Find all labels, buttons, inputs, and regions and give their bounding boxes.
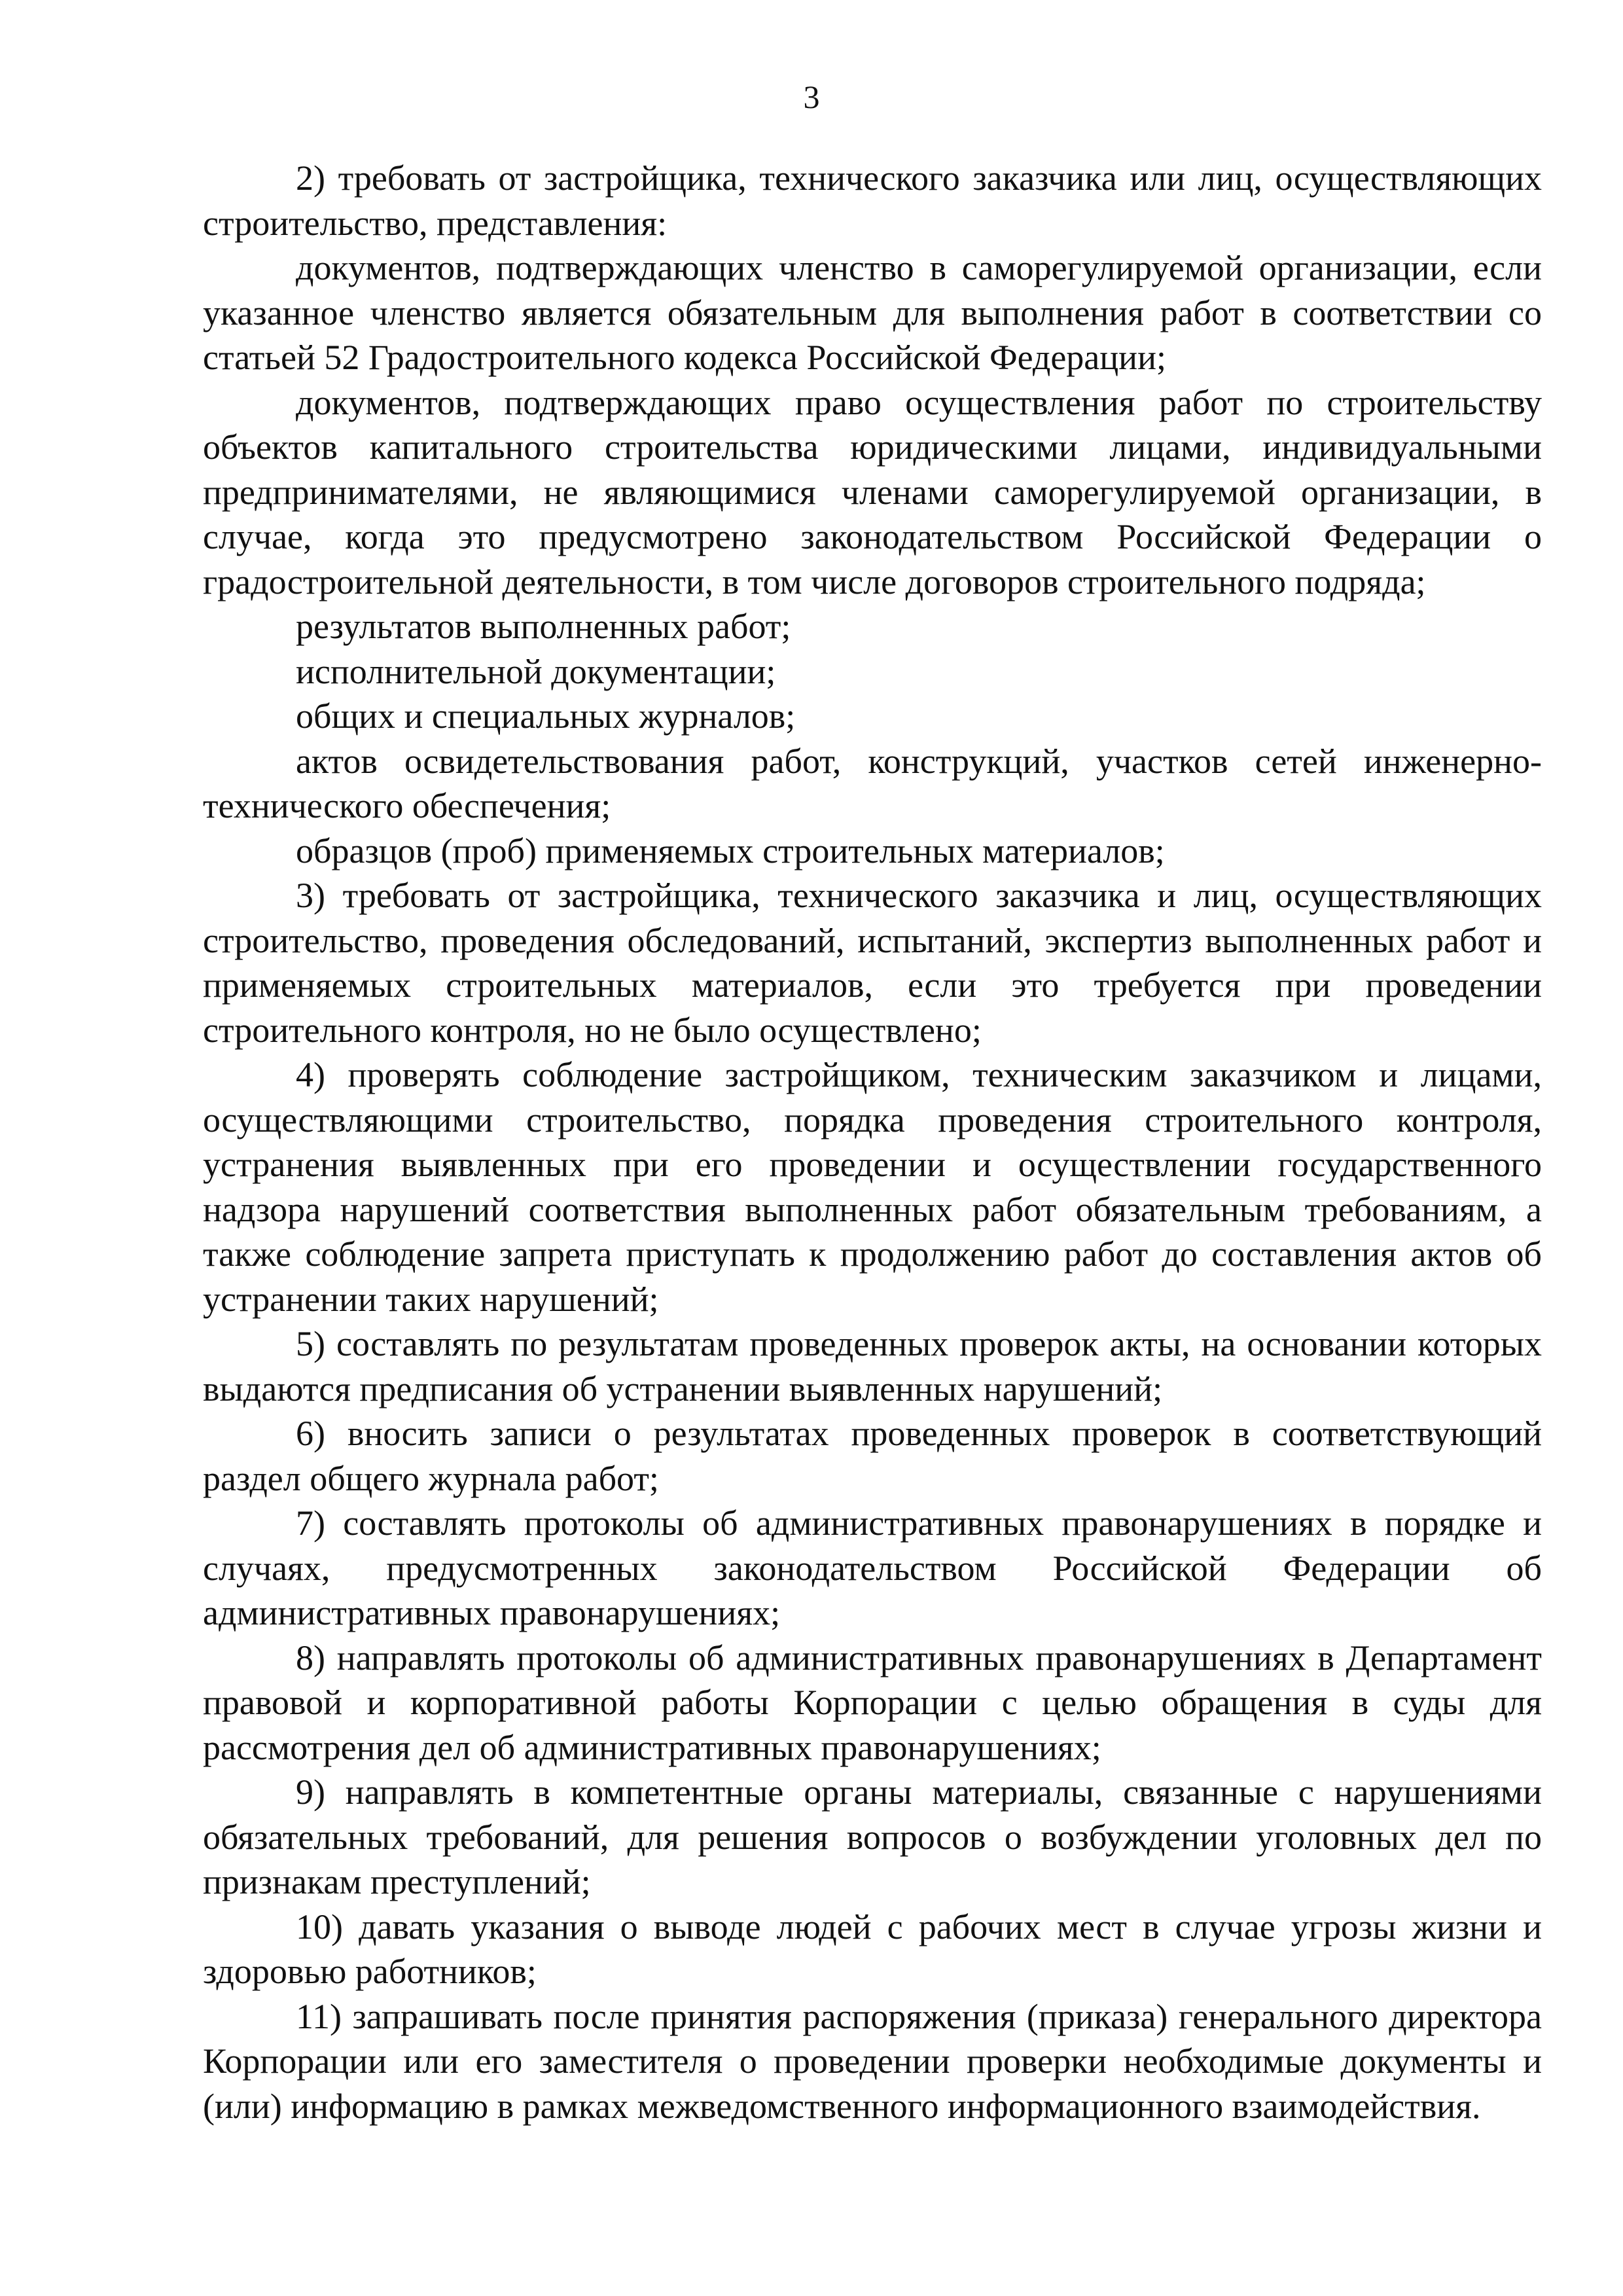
paragraph-right-docs: документов, подтверждающих право осуществления работ по строительству объектов капитального строительства юридическими лицами, индивидуальными предпринимателями, не являющимися членами саморегулируемой организации, в случае, когда это предусмотрено законодательством Российской Федерации о градостроительной деятельности, в том числе договоров строительного подряда; xyxy=(203,382,1542,601)
paragraph-item-9: 9) направлять в компетентные органы материалы, связанные с нарушениями обязательных требований, для решения вопросов о возбуждении уголовных дел по признакам преступлений; xyxy=(203,1772,1542,1901)
document-body xyxy=(203,156,1542,2128)
paragraph-results: результатов выполненных работ; xyxy=(296,607,791,646)
paragraph-samples: образцов (проб) применяемых строительных материалов; xyxy=(296,831,1165,870)
paragraph-item-10: 10) давать указания о выводе людей с рабочих мест в случае угрозы жизни и здоровью работников; xyxy=(203,1907,1542,1991)
page-number: 3 xyxy=(803,79,820,115)
paragraph-item-3: 3) требовать от застройщика, технического заказчика и лиц, осуществляющих строительство, проведения обследований, испытаний, экспертиз выполненных работ и применяемых строительных материалов, если это требуется при проведении строительного контроля, но не было осуществлено; xyxy=(203,876,1542,1050)
paragraph-item-4: 4) проверять соблюдение застройщиком, техническим заказчиком и лицами, осуществляющими строительство, порядка проведения строительного контроля, устранения выявленных при его проведении и осуществлении государственного надзора нарушений соответствия выполненных работ обязательным требованиям, а также соблюдение запрета приступать к продолжению работ до составления актов об устранении таких нарушений; xyxy=(203,1055,1542,1319)
paragraph-item-11: 11) запрашивать после принятия распоряжения (приказа) генерального директора Корпорации или его заместителя о проведении проверки необходимые документы и (или) информацию в рамках межведомственного информационного взаимодействия. xyxy=(203,1996,1542,2126)
paragraph-item-6: 6) вносить записи о результатах проведенных проверок в соответствующий раздел общего журнала работ; xyxy=(203,1414,1542,1498)
paragraph-executive-docs: исполнительной документации; xyxy=(296,651,776,691)
paragraph-item-5: 5) составлять по результатам проведенных проверок акты, на основании которых выдаются предписания об устранении выявленных нарушений; xyxy=(203,1324,1542,1408)
paragraph-acts: актов освидетельствования работ, конструкций, участков сетей инженерно-технического обеспечения; xyxy=(203,741,1542,825)
paragraph-item-7: 7) составлять протоколы об административных правонарушениях в порядке и случаях, предусмотренных законодательством Российской Федерации об административных правонарушениях; xyxy=(203,1503,1542,1632)
paragraph-item-8: 8) направлять протоколы об административных правонарушениях в Департамент правовой и корпоративной работы Корпорации с целью обращения в суды для рассмотрения дел об административных правонарушениях; xyxy=(203,1638,1542,1767)
paragraph-item-2: 2) требовать от застройщика, технического заказчика или лиц, осуществляющих строительство, представления: xyxy=(203,158,1542,243)
paragraph-membership-docs: документов, подтверждающих членство в саморегулируемой организации, если указанное членство является обязательным для выполнения работ в соответствии со статьей 52 Градостроительного кодекса Российской Федерации; xyxy=(203,248,1542,377)
paragraph-journals: общих и специальных журналов; xyxy=(296,696,796,736)
